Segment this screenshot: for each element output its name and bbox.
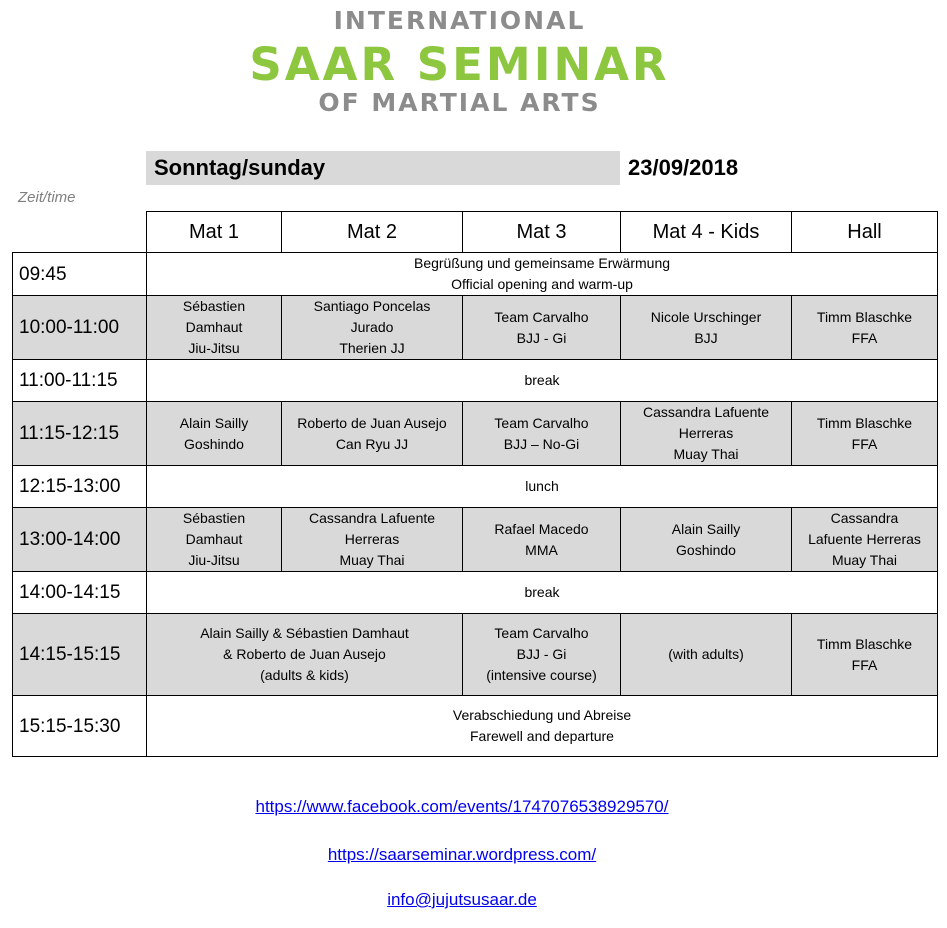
session-cell	[621, 508, 792, 572]
facebook-link[interactable]: https://www.facebook.com/events/1747076538929570/	[255, 797, 669, 816]
blank-header-cell	[13, 212, 147, 253]
schedule-row	[13, 466, 938, 508]
session-cell	[463, 508, 621, 572]
cell-line: & Roberto de Juan Ausejo	[223, 646, 386, 662]
cell-line: BJJ	[694, 329, 718, 346]
cell-line: Team Carvalho	[494, 414, 589, 431]
cell-line: Cassandra	[830, 510, 899, 526]
cell-line: Muay Thai	[339, 552, 405, 568]
schedule-row	[13, 402, 938, 466]
full-width-cell	[147, 466, 938, 508]
logo-martial-arts: OF MARTIAL ARTS	[318, 88, 601, 117]
cell-line: Official opening and warm-up	[451, 276, 633, 292]
day-label: Sonntag/sunday	[146, 151, 620, 185]
session-cell	[463, 402, 621, 466]
time-cell: 14:00-14:15	[13, 572, 147, 614]
session-cell	[147, 508, 282, 572]
date-label: 23/09/2018	[628, 155, 739, 180]
cell-line: Rafael Macedo	[494, 520, 589, 537]
cell-line: Nicole Urschinger	[650, 308, 762, 325]
cell-line: break	[524, 584, 560, 600]
cell-line: Timm Blaschke	[816, 635, 913, 652]
session-cell	[463, 614, 621, 696]
cell-line: Cassandra Lafuente	[642, 404, 770, 420]
cell-line: Alain Sailly & Sébastien Damhaut	[200, 625, 409, 641]
cell-line: Team Carvalho	[494, 625, 589, 641]
cell-line: Sébastien	[182, 510, 246, 526]
cell-line: lunch	[525, 478, 559, 494]
schedule-row	[13, 296, 938, 360]
time-cell: 12:15-13:00	[13, 466, 147, 508]
time-cell: 11:15-12:15	[13, 402, 147, 466]
session-cell	[621, 614, 792, 696]
cell-line: Timm Blaschke	[816, 414, 913, 431]
session-cell	[282, 508, 463, 572]
session-cell	[463, 296, 621, 360]
time-cell: 15:15-15:30	[13, 696, 147, 757]
time-column-label: Zeit/time	[18, 189, 76, 206]
cell-line: Goshindo	[184, 435, 244, 452]
cell-line: Jiu-Jitsu	[188, 552, 240, 568]
full-width-cell	[147, 696, 938, 757]
logo-international: INTERNATIONAL	[333, 6, 586, 35]
cell-line: Verabschiedung und Abreise	[452, 707, 632, 723]
cell-line: FFA	[851, 656, 878, 673]
cell-line: Herreras	[678, 425, 734, 441]
session-cell	[792, 296, 938, 360]
column-header-mat-1: Mat 1	[147, 212, 282, 253]
session-cell	[792, 508, 938, 572]
full-width-cell	[147, 572, 938, 614]
cell-line: Sébastien	[182, 298, 246, 314]
cell-line: Roberto de Juan Ausejo	[297, 414, 447, 431]
session-cell	[147, 296, 282, 360]
cell-line: (intensive course)	[486, 667, 597, 683]
cell-line: Jurado	[350, 319, 394, 335]
session-cell	[621, 296, 792, 360]
cell-line: Muay Thai	[831, 552, 898, 568]
cell-line: Alain Sailly	[671, 520, 741, 537]
cell-line: Damhaut	[185, 319, 243, 335]
cell-line: Herreras	[344, 531, 400, 547]
time-cell: 09:45	[13, 253, 147, 296]
cell-line: Cassandra Lafuente	[308, 510, 436, 526]
column-header-mat-2: Mat 2	[282, 212, 463, 253]
column-header-mat-3: Mat 3	[463, 212, 621, 253]
cell-line: (adults & kids)	[260, 667, 349, 683]
cell-line: Team Carvalho	[494, 308, 589, 325]
cell-line: Alain Sailly	[179, 414, 249, 431]
cell-line: Jiu-Jitsu	[188, 340, 240, 356]
time-cell: 13:00-14:00	[13, 508, 147, 572]
cell-line: Therien JJ	[339, 340, 405, 356]
cell-line: Muay Thai	[673, 446, 739, 462]
time-cell: 10:00-11:00	[13, 296, 147, 360]
cell-line: (with adults)	[668, 646, 744, 662]
cell-line: Timm Blaschke	[816, 308, 913, 325]
logo-saar-seminar: SAAR SEMINAR	[249, 38, 670, 91]
time-cell: 11:00-11:15	[13, 360, 147, 402]
time-cell: 14:15-15:15	[13, 614, 147, 696]
schedule-row	[13, 508, 938, 572]
cell-line: Damhaut	[185, 531, 243, 547]
cell-line: Farewell and departure	[470, 728, 614, 744]
email-link[interactable]: info@jujutsusaar.de	[387, 890, 537, 909]
cell-line: BJJ - Gi	[516, 329, 567, 346]
merged-mat-cell	[147, 614, 463, 696]
schedule-row	[13, 696, 938, 757]
cell-line: FFA	[851, 329, 878, 346]
session-cell	[282, 402, 463, 466]
column-header-mat-4-kids: Mat 4 - Kids	[621, 212, 792, 253]
column-header-hall: Hall	[792, 212, 938, 253]
schedule-row	[13, 253, 938, 296]
header-row	[13, 212, 938, 253]
cell-line: Begrüßung und gemeinsame Erwärmung	[413, 255, 671, 271]
cell-line: BJJ – No-Gi	[503, 435, 580, 452]
cell-line: Lafuente Herreras	[808, 531, 921, 547]
session-cell	[147, 402, 282, 466]
session-cell	[282, 296, 463, 360]
website-link[interactable]: https://saarseminar.wordpress.com/	[327, 845, 597, 864]
schedule-row	[13, 360, 938, 402]
cell-line: Goshindo	[676, 541, 736, 558]
cell-line: break	[524, 372, 560, 388]
full-width-cell	[147, 253, 938, 296]
cell-line: FFA	[851, 435, 878, 452]
schedule-row	[13, 614, 938, 696]
cell-line: BJJ - Gi	[516, 646, 567, 662]
full-width-cell	[147, 360, 938, 402]
session-cell	[792, 614, 938, 696]
session-cell	[792, 402, 938, 466]
session-cell	[621, 402, 792, 466]
cell-line: Santiago Poncelas	[313, 298, 431, 314]
schedule-row	[13, 572, 938, 614]
schedule-table	[12, 211, 938, 757]
cell-line: MMA	[525, 541, 558, 558]
cell-line: Can Ryu JJ	[335, 435, 409, 452]
